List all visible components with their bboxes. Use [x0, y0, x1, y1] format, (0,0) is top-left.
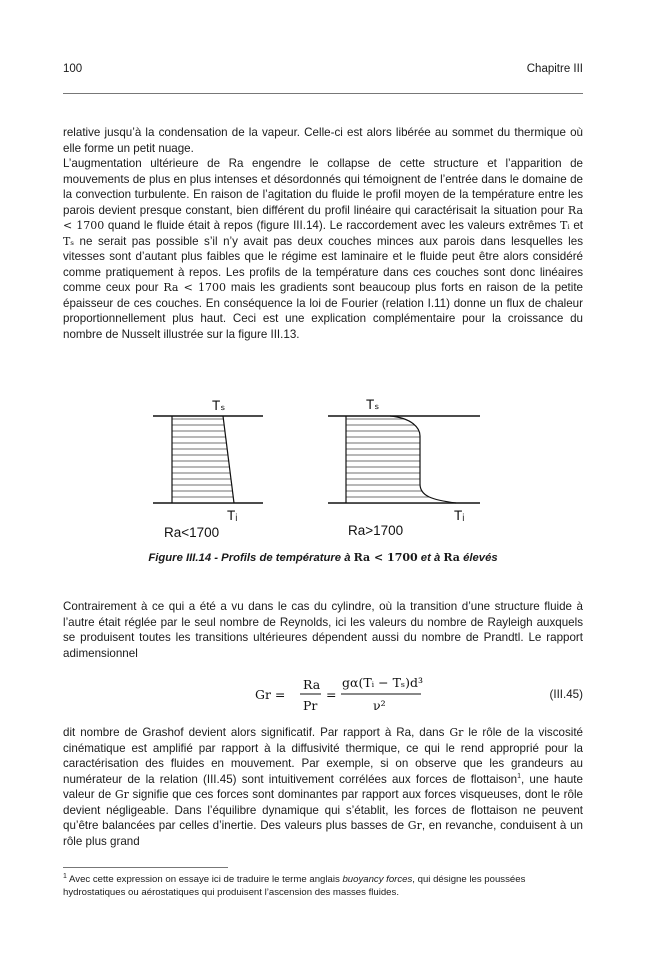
p4-text-b: le rôle de la viscosité cinématique est amplifié par rapport à la diffusivité thermique, ce qui le rend approprié pour la caractérisation des fluides en mouvement. Par exemple, si on observe que les grandeurs au numérateur de la relation (III.45) sont intuitivement corrélées aux forces de flottaison — [63, 726, 583, 786]
footnote-text-b: , qui désigne les poussées hydrostatiques ou aérostatiques qui produisent l’ascension des masses fluides. — [63, 874, 526, 898]
paragraph-2 — [63, 156, 583, 342]
p2-text-a: L’augmentation ultérieure de Ra engendre le collapse de cette structure et l’apparition de mouvements de plus en plus intenses et désordonnés qui témoignent de l’entrée dans le domaine de la convection turbulente. En raison de l’agitation du fluide le profil moyen de la température entre les parois devient presque constant, bien différent du profil linéaire qui caractérisait la situation pour — [63, 157, 583, 217]
figure-caption — [63, 551, 583, 564]
left-ts-label: Tₛ — [212, 398, 226, 413]
panel-right — [328, 397, 480, 538]
footnote — [63, 873, 583, 899]
equation-grashof — [255, 672, 425, 716]
paragraph-3 — [63, 599, 583, 661]
p4-text-d: signifie que ces forces sont dominantes par rapport aux forces visqueuses, dont le rôle devient négligeable. Dans l’équilibre dynamique qui s’établit, les forces de flottaison ne peuvent qu’être balancées par celles d’inertie. Des valeurs plus basses de — [63, 788, 583, 832]
right-hatched-area — [346, 416, 456, 503]
footnote-text-a: Avec cette expression on essaye ici de traduire le terme anglais — [66, 874, 343, 885]
eq-equals: = — [326, 687, 337, 702]
eq-frac2-den: ν² — [373, 698, 386, 713]
p2-math-ra-lt: Ra < 1700 — [63, 203, 583, 232]
eq-frac2-num: gα(Tᵢ − Tₛ)d³ — [342, 675, 424, 690]
p2-text-e: mais les gradients sont beaucoup plus forts en raison de la petite épaisseur de ces couches. En conséquence la loi de Fourier (relation I.11) donne un flux de chaleur proportionnellement plus haut. Ceci est une explication complémentaire pour la croissance du nombre de Nusselt illustrée sur la figure III.13. — [63, 281, 583, 341]
right-regime-label: Ra>1700 — [348, 523, 404, 538]
eq-frac1-num: Ra — [303, 677, 321, 692]
paragraph-3-text: Contrairement à ce qui a été a vu dans le cas du cylindre, où la transition d’une structure fluide à l’autre était réglée par le seul nombre de Reynolds, ici les valeurs du nombre de Rayleigh auxquels se produisent toutes les transitions ultérieures dépendent aussi du nombre de Prandtl. Le rapport adimensionnel — [63, 600, 583, 660]
paragraph-1 — [63, 125, 583, 156]
p4-text-a: dit nombre de Grashof devient alors significatif. Par rapport à Ra, dans — [63, 726, 450, 739]
caption-text-b: et à — [417, 552, 444, 564]
right-ts-label: Tₛ — [366, 397, 380, 412]
eq-lhs: Gr = — [255, 687, 286, 702]
chapter-title: Chapitre III — [526, 63, 583, 75]
p2-text-c: et — [569, 219, 583, 232]
header-rule — [63, 93, 583, 94]
page-number: 100 — [63, 63, 83, 75]
paragraph-4 — [63, 725, 583, 849]
panel-left — [153, 398, 263, 540]
p2-text-d: ne serait pas possible s’il n’y avait pas deux couches minces aux parois dans lesquelles les vitesses sont d’autant plus faibles que le régime est laminaire et le fluide peut être alors considéré comme pratiquement à repos. Les profils de la température dans ces couches sont donc linéaires comme ceux pour — [63, 234, 583, 294]
page-header — [63, 63, 583, 79]
footnote-ref[interactable]: 1 — [517, 772, 522, 780]
caption-text-c: élevés — [459, 552, 498, 564]
caption-math-2: Ra — [443, 551, 460, 564]
caption-math-1: Ra < 1700 — [353, 551, 418, 564]
p4-math-gr: Gr — [449, 726, 464, 739]
p4-text-e: , en revanche, conduisent à un rôle plus grand — [63, 819, 583, 848]
paragraph-1-text: relative jusqu’à la condensation de la vapeur. Celle-ci est alors libérée au sommet du thermique où elle forme un petit nuage. — [63, 126, 583, 155]
equation-svg — [255, 672, 425, 718]
figure-svg — [150, 392, 490, 544]
eq-frac1-den: Pr — [303, 698, 318, 713]
p2-math-ts: Tₛ — [63, 234, 75, 248]
footnote-rule — [63, 867, 228, 868]
caption-text-a: Figure III.14 - Profils de température à — [148, 552, 354, 564]
p2-text-b: quand le fluide était à repos (figure III.14). Le raccordement avec les valeurs extrêmes — [104, 219, 561, 232]
footnote-emphasis: buoyancy forces — [342, 874, 413, 885]
equation-number: (III.45) — [549, 688, 583, 701]
right-ti-label: Tᵢ — [454, 508, 465, 523]
left-ti-label: Tᵢ — [227, 508, 238, 523]
p2-math-ti: Tᵢ — [560, 219, 570, 232]
p2-math-ra-lt-2: Ra < 1700 — [163, 281, 226, 294]
figure-temperature-profiles — [150, 392, 490, 544]
footnote-mark: 1 — [63, 872, 67, 880]
p4-math-gr-3: Gr — [407, 819, 422, 832]
p4-text-c: , une haute valeur de — [63, 772, 583, 801]
left-regime-label: Ra<1700 — [164, 525, 220, 540]
p4-math-gr-2: Gr — [114, 788, 129, 801]
